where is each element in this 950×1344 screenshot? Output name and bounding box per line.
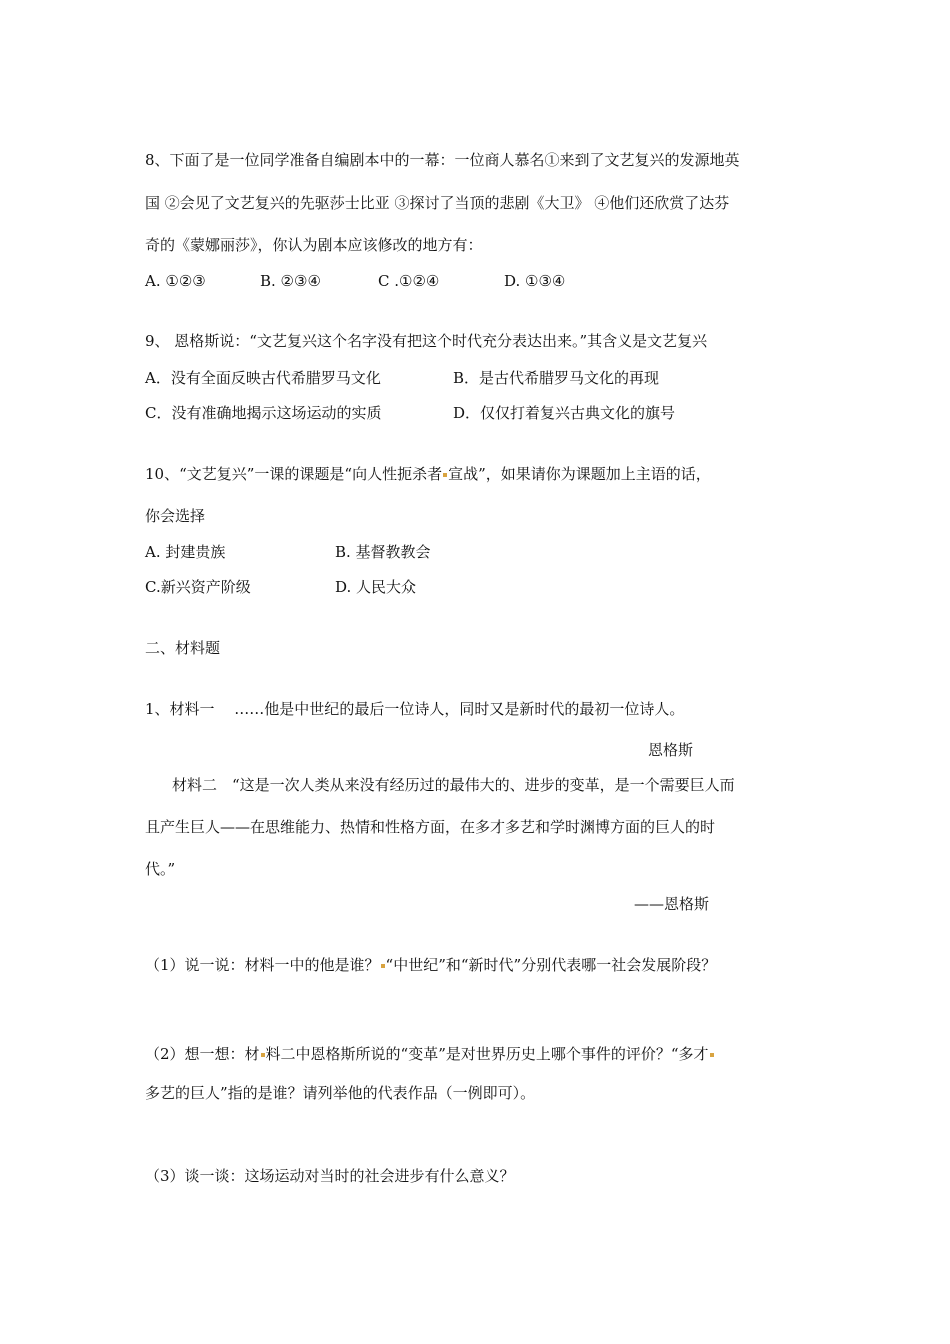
q9-stem: 9、 恩格斯说：“文艺复兴这个名字没有把这个时代充分表达出来。”其含义是文艺复兴 xyxy=(145,332,708,350)
material-one-source: 恩格斯 xyxy=(648,741,694,759)
material-one: 1、材料一 ……他是中世纪的最后一位诗人，同时又是新时代的最初一位诗人。 xyxy=(145,700,685,718)
question-1-part-a: （1）说一说：材料一中的他是谁？ xyxy=(145,956,380,974)
material-two-line-1: 材料二 “这是一次人类从来没有经历过的最伟大的、进步的变革，是一个需要巨人而 xyxy=(172,776,735,794)
mark-dot xyxy=(261,1053,265,1057)
q10-line-1 xyxy=(145,464,711,484)
q9-option-a: A．没有全面反映古代希腊罗马文化 xyxy=(145,369,381,387)
q9-option-d: D．仅仅打着复兴古典文化的旗号 xyxy=(453,404,676,422)
q8-line-2: 国 ②会见了文艺复兴的先驱莎士比亚 ③探讨了当顶的悲剧《大卫》 ④他们还欣赏了达芬 xyxy=(145,194,730,212)
q10-line-1-part-b: 宣战”，如果请你为课题加上主语的话， xyxy=(448,465,711,483)
q10-line-2: 你会选择 xyxy=(145,507,206,525)
question-3: （3）谈一谈：这场运动对当时的社会进步有什么意义？ xyxy=(145,1167,515,1185)
section-title: 二、材料题 xyxy=(145,639,221,657)
question-2-part-a: （2）想一想：材 xyxy=(145,1045,260,1063)
mark-dot xyxy=(443,473,447,477)
question-2-line-1 xyxy=(145,1044,715,1064)
q10-option-b: B. 基督教教会 xyxy=(335,543,431,561)
q8-line-1: 8、下面了是一位同学准备自编剧本中的一幕：一位商人慕名①来到了文艺复兴的发源地英 xyxy=(145,151,740,169)
material-two-line-3: 代。” xyxy=(145,860,176,878)
q10-option-d: D. 人民大众 xyxy=(335,578,417,596)
q8-option-d: D. ①③④ xyxy=(504,272,566,290)
q8-line-3: 奇的《蒙娜丽莎》，你认为剧本应该修改的地方有： xyxy=(145,236,483,254)
question-1-part-b: “中世纪”和“新时代”分别代表哪一社会发展阶段？ xyxy=(385,956,717,974)
q10-line-1-part-a: 10、“文艺复兴”一课的课题是“向人性扼杀者 xyxy=(145,465,443,483)
q10-option-c: C.新兴资产阶级 xyxy=(145,578,251,596)
question-2-part-b: 料二中恩格斯所说的“变革”是对世界历史上哪个事件的评价？“多才 xyxy=(265,1045,709,1063)
question-1 xyxy=(145,955,716,975)
material-two-source: ——恩格斯 xyxy=(634,895,710,913)
q8-option-a: A. ①②③ xyxy=(145,272,206,290)
q10-option-a: A. 封建贵族 xyxy=(145,543,226,561)
mark-dot xyxy=(710,1053,714,1057)
material-two-line-2: 且产生巨人——在思维能力、热情和性格方面，在多才多艺和学时渊博方面的巨人的时 xyxy=(145,818,716,836)
q9-option-b: B．是古代希腊罗马文化的再现 xyxy=(453,369,660,387)
mark-dot xyxy=(381,964,385,968)
q9-option-c: C．没有准确地揭示这场运动的实质 xyxy=(145,404,382,422)
question-2-line-2: 多艺的巨人”指的是谁？请列举他的代表作品（一例即可）。 xyxy=(145,1084,536,1102)
q8-option-c: C .①②④ xyxy=(378,272,440,290)
q8-option-b: B. ②③④ xyxy=(260,272,321,290)
